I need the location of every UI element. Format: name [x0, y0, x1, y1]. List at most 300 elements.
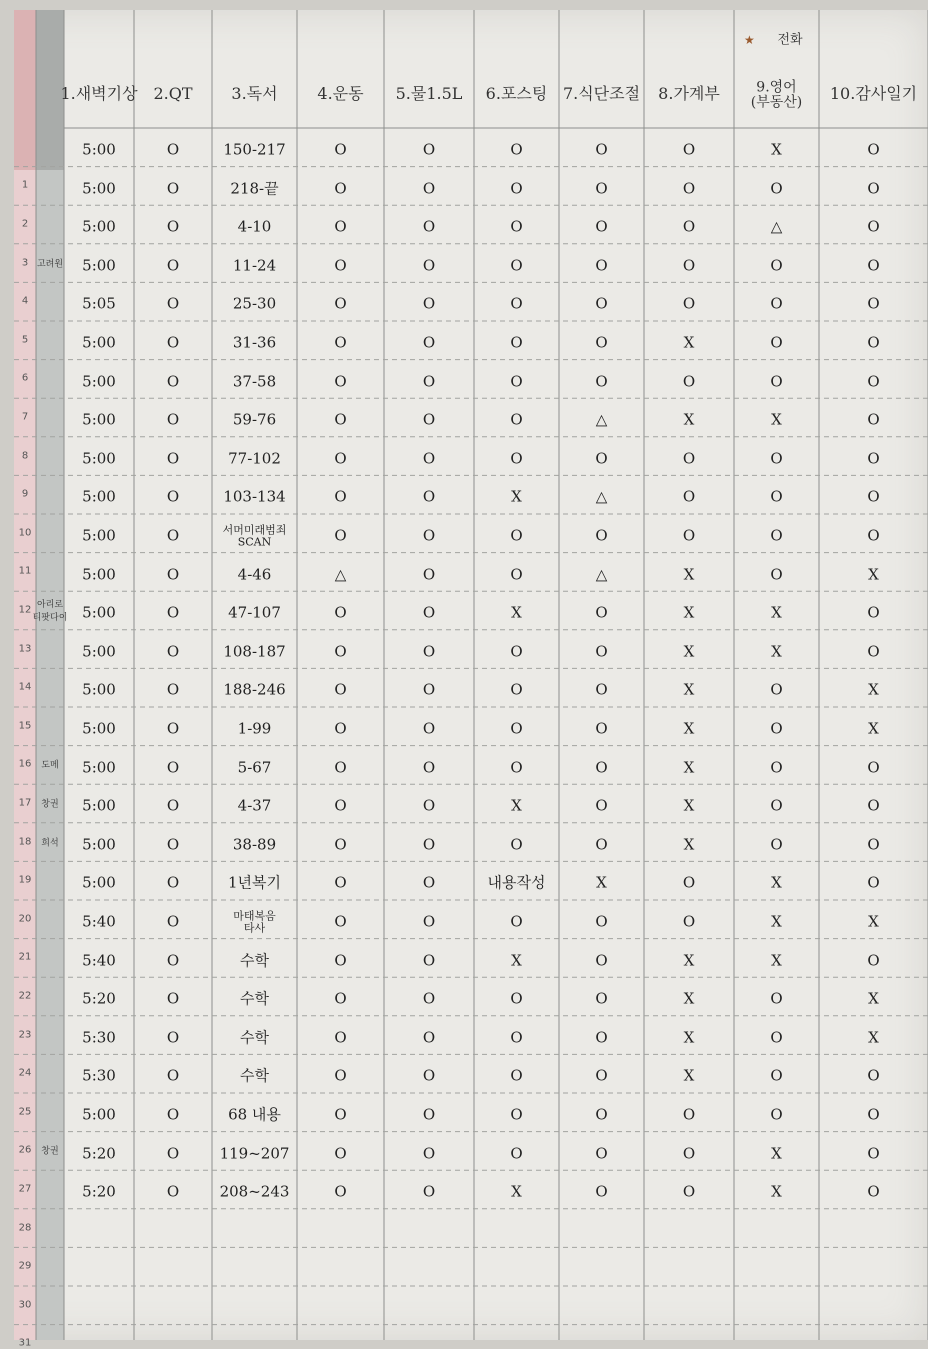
cell-r1-c1: 5:00 — [82, 140, 116, 159]
cell-r8-c2: O — [166, 410, 180, 429]
cell-r9-c2: O — [166, 449, 180, 468]
cell-r20-c9: X — [771, 873, 782, 892]
cell-r13-c10: O — [867, 603, 880, 622]
header-6: 6.포스팅 — [485, 84, 548, 103]
cell-r12-c9: O — [770, 565, 783, 584]
cell-r9-c6: O — [510, 449, 523, 468]
cell-r28-c1: 5:20 — [82, 1182, 116, 1201]
cell-r21-c5: O — [422, 912, 436, 931]
side-note: 창권 — [41, 799, 59, 810]
side-note: 창권 — [41, 1146, 59, 1157]
cell-r27-c4: O — [334, 1144, 347, 1163]
cell-r10-c6: X — [511, 487, 522, 506]
cell-r14-c1: 5:00 — [82, 642, 116, 661]
cell-r17-c6: O — [510, 758, 523, 777]
cell-r12-c5: O — [422, 565, 436, 584]
cell-r2-c10: O — [867, 179, 880, 198]
cell-r23-c8: X — [683, 989, 695, 1008]
cell-r19-c1: 5:00 — [82, 835, 116, 854]
side-note: 아리로 티팟다이 — [32, 599, 68, 623]
cell-r2-c1: 5:00 — [82, 179, 116, 198]
cell-r24-c9: O — [770, 1028, 783, 1047]
cell-r2-c5: O — [422, 179, 436, 198]
cell-r16-c1: 5:00 — [82, 719, 116, 738]
cell-r21-c1: 5:40 — [82, 912, 116, 931]
cell-r2-c9: O — [770, 179, 783, 198]
cell-r11-c6: O — [510, 526, 523, 545]
side-note: 고려원 — [36, 259, 64, 269]
cell-r12-c10: X — [868, 565, 879, 584]
cell-r24-c7: O — [595, 1028, 608, 1047]
cell-r13-c9: X — [771, 603, 782, 622]
cell-r18-c6: X — [511, 796, 522, 815]
cell-r19-c2: O — [166, 835, 180, 854]
cell-r11-c8: O — [682, 526, 696, 545]
cell-r2-c2: O — [166, 179, 180, 198]
cell-r16-c8: X — [683, 719, 695, 738]
cell-r8-c6: O — [510, 410, 523, 429]
header-2: 2.QT — [153, 84, 193, 103]
day-number: 11 — [18, 565, 32, 577]
cell-r17-c10: O — [867, 758, 880, 777]
day-number: 5 — [21, 334, 29, 346]
cell-r10-c3: 103-134 — [223, 487, 286, 506]
cell-r27-c1: 5:20 — [82, 1144, 116, 1163]
cell-r9-c9: O — [770, 449, 783, 468]
cell-r1-c7: O — [595, 140, 608, 159]
cell-r13-c1: 5:00 — [82, 603, 116, 622]
cell-r12-c4: △ — [334, 565, 347, 584]
cell-r22-c2: O — [166, 951, 180, 970]
cell-r6-c8: X — [683, 333, 695, 352]
cell-r21-c2: O — [166, 912, 180, 931]
cell-r3-c1: 5:00 — [82, 217, 116, 236]
cell-r4-c4: O — [334, 256, 347, 275]
cell-r27-c9: X — [771, 1144, 782, 1163]
cell-r18-c5: O — [422, 796, 436, 815]
planner-page — [14, 10, 928, 1349]
cell-r26-c2: O — [166, 1105, 180, 1124]
star-icon: ★ — [744, 33, 755, 47]
cell-r4-c3: 11-24 — [232, 256, 277, 275]
cell-r24-c5: O — [422, 1028, 436, 1047]
cell-r16-c2: O — [166, 719, 180, 738]
header-1: 1.새벽기상 — [60, 84, 138, 103]
cell-r4-c6: O — [510, 256, 523, 275]
cell-r11-c1: 5:00 — [82, 526, 116, 545]
cell-r21-c10: X — [868, 912, 879, 931]
cell-r13-c6: X — [511, 603, 522, 622]
header-10: 10.감사일기 — [829, 84, 918, 103]
habit-grid — [14, 10, 928, 1340]
cell-r14-c9: X — [771, 642, 782, 661]
cell-r12-c3: 4-46 — [237, 565, 272, 584]
cell-r5-c4: O — [334, 294, 347, 313]
day-number: 17 — [18, 797, 32, 809]
cell-r13-c5: O — [422, 603, 436, 622]
cell-r27-c2: O — [166, 1144, 180, 1163]
day-number: 19 — [18, 874, 32, 886]
cell-r25-c7: O — [595, 1066, 608, 1085]
cell-r1-c6: O — [510, 140, 523, 159]
cell-r18-c4: O — [334, 796, 347, 815]
cell-r9-c8: O — [682, 449, 696, 468]
cell-r21-c3: 마태복음 타사 — [233, 909, 276, 934]
day-number: 23 — [18, 1029, 32, 1040]
cell-r13-c4: O — [334, 603, 347, 622]
cell-r21-c7: O — [595, 912, 608, 931]
header-8: 8.가계부 — [658, 84, 720, 103]
cell-r11-c10: O — [867, 526, 880, 545]
cell-r17-c9: O — [770, 758, 783, 777]
day-number: 15 — [18, 720, 32, 732]
cell-r19-c6: O — [510, 835, 523, 854]
cell-r25-c2: O — [166, 1066, 180, 1085]
cell-r27-c5: O — [422, 1144, 436, 1163]
day-number: 4 — [21, 295, 29, 307]
cell-r9-c3: 77-102 — [228, 449, 281, 468]
cell-r12-c8: X — [683, 565, 695, 584]
day-number: 29 — [18, 1260, 32, 1272]
cell-r11-c5: O — [422, 526, 436, 545]
day-number: 18 — [18, 836, 32, 847]
day-number: 30 — [18, 1299, 32, 1311]
cell-r20-c1: 5:00 — [82, 873, 116, 892]
cell-r20-c6: 내용작성 — [487, 873, 546, 892]
cell-r8-c1: 5:00 — [82, 410, 116, 429]
cell-r9-c10: O — [867, 449, 880, 468]
cell-r22-c5: O — [422, 951, 436, 970]
day-number: 3 — [21, 257, 29, 268]
cell-r6-c4: O — [334, 333, 347, 352]
cell-r5-c6: O — [510, 294, 523, 313]
cell-r23-c9: O — [770, 989, 783, 1008]
day-number: 28 — [18, 1222, 32, 1233]
cell-r26-c1: 5:00 — [82, 1105, 116, 1124]
cell-r12-c1: 5:00 — [82, 565, 116, 584]
cell-r5-c3: 25-30 — [232, 294, 277, 313]
cell-r4-c7: O — [595, 256, 608, 275]
cell-r6-c5: O — [422, 333, 436, 352]
cell-r25-c10: O — [867, 1066, 880, 1085]
cell-r28-c8: O — [682, 1182, 696, 1201]
cell-r19-c4: O — [334, 835, 347, 854]
cell-r14-c8: X — [683, 642, 695, 661]
cell-r22-c9: X — [771, 951, 782, 970]
cell-r4-c8: O — [682, 256, 696, 275]
cell-r24-c10: X — [868, 1028, 879, 1047]
cell-r16-c3: 1-99 — [237, 719, 272, 738]
day-number: 2 — [21, 218, 29, 230]
cell-r7-c8: O — [682, 372, 696, 391]
cell-r3-c5: O — [422, 217, 436, 236]
cell-r27-c10: O — [867, 1144, 880, 1163]
cell-r20-c4: O — [334, 873, 347, 892]
cell-r3-c6: O — [510, 217, 523, 236]
day-number: 1 — [21, 179, 29, 191]
cell-r15-c3: 188-246 — [223, 680, 286, 699]
cell-r10-c4: O — [334, 487, 347, 506]
cell-r23-c5: O — [422, 989, 436, 1008]
cell-r26-c10: O — [867, 1105, 880, 1124]
day-number: 27 — [18, 1183, 32, 1195]
header-7: 7.식단조절 — [562, 84, 641, 103]
cell-r19-c7: O — [595, 835, 608, 854]
cell-r13-c7: O — [595, 603, 608, 622]
cell-r14-c3: 108-187 — [223, 642, 286, 661]
cell-r15-c4: O — [334, 680, 347, 699]
cell-r26-c8: O — [682, 1105, 696, 1124]
cell-r28-c3: 208~243 — [219, 1182, 290, 1201]
cell-r3-c4: O — [334, 217, 347, 236]
cell-r26-c7: O — [595, 1105, 608, 1124]
cell-r27-c6: O — [510, 1144, 523, 1163]
cell-r3-c3: 4-10 — [237, 217, 272, 236]
cell-r19-c9: O — [770, 835, 783, 854]
cell-r22-c6: X — [511, 951, 522, 970]
cell-r24-c6: O — [510, 1028, 523, 1047]
cell-r9-c5: O — [422, 449, 436, 468]
cell-r3-c8: O — [682, 217, 696, 236]
cell-r23-c3: 수학 — [240, 989, 269, 1008]
cell-r13-c3: 47-107 — [228, 603, 281, 622]
cell-r19-c5: O — [422, 835, 436, 854]
cell-r16-c6: O — [510, 719, 523, 738]
cell-r18-c10: O — [867, 796, 880, 815]
day-number: 25 — [18, 1106, 32, 1118]
cell-r16-c9: O — [770, 719, 783, 738]
cell-r25-c8: X — [683, 1066, 695, 1085]
header-extra-note: 전화 — [777, 32, 803, 48]
cell-r5-c9: O — [770, 294, 783, 313]
cell-r23-c1: 5:20 — [82, 989, 116, 1008]
day-number: 20 — [18, 913, 32, 925]
cell-r28-c5: O — [422, 1182, 436, 1201]
cell-r26-c6: O — [510, 1105, 523, 1124]
cell-r8-c8: X — [683, 410, 695, 429]
cell-r15-c7: O — [595, 680, 608, 699]
cell-r7-c7: O — [595, 372, 608, 391]
cell-r25-c9: O — [770, 1066, 783, 1085]
cell-r2-c3: 218-끝 — [230, 179, 279, 198]
cell-r7-c4: O — [334, 372, 347, 391]
cell-r7-c2: O — [166, 372, 180, 391]
cell-r17-c5: O — [422, 758, 436, 777]
cell-r8-c3: 59-76 — [232, 410, 277, 429]
cell-r28-c2: O — [166, 1182, 180, 1201]
cell-r8-c7: △ — [595, 410, 608, 429]
cell-r6-c2: O — [166, 333, 180, 352]
cell-r24-c3: 수학 — [240, 1028, 269, 1047]
cell-r12-c7: △ — [595, 565, 608, 584]
cell-r25-c4: O — [334, 1066, 347, 1085]
cell-r2-c8: O — [682, 179, 696, 198]
cell-r24-c2: O — [166, 1028, 180, 1047]
cell-r13-c2: O — [166, 603, 180, 622]
side-note: 도메 — [41, 760, 59, 771]
cell-r23-c4: O — [334, 989, 347, 1008]
cell-r23-c2: O — [166, 989, 180, 1008]
cell-r14-c5: O — [422, 642, 436, 661]
cell-r23-c10: X — [868, 989, 879, 1008]
cell-r2-c6: O — [510, 179, 523, 198]
cell-r23-c7: O — [595, 989, 608, 1008]
cell-r23-c6: O — [510, 989, 523, 1008]
cell-r10-c5: O — [422, 487, 436, 506]
cell-r17-c7: O — [595, 758, 608, 777]
cell-r1-c5: O — [422, 140, 436, 159]
cell-r26-c5: O — [422, 1105, 436, 1124]
cell-r26-c4: O — [334, 1105, 347, 1124]
cell-r24-c4: O — [334, 1028, 347, 1047]
cell-r10-c10: O — [867, 487, 880, 506]
cell-r11-c3: 서머미래범죄 SCAN — [222, 523, 287, 548]
cell-r18-c2: O — [166, 796, 180, 815]
cell-r25-c5: O — [422, 1066, 436, 1085]
cell-r9-c7: O — [595, 449, 608, 468]
cell-r21-c4: O — [334, 912, 347, 931]
day-number: 21 — [18, 951, 32, 963]
cell-r15-c9: O — [770, 680, 783, 699]
cell-r5-c10: O — [867, 294, 880, 313]
cell-r4-c10: O — [867, 256, 880, 275]
cell-r20-c2: O — [166, 873, 180, 892]
cell-r12-c6: O — [510, 565, 523, 584]
cell-r14-c6: O — [510, 642, 523, 661]
cell-r15-c6: O — [510, 680, 523, 699]
cell-r17-c8: X — [683, 758, 695, 777]
cell-r21-c9: X — [771, 912, 782, 931]
cell-r17-c3: 5-67 — [237, 758, 272, 777]
cell-r3-c2: O — [166, 217, 180, 236]
cell-r16-c4: O — [334, 719, 347, 738]
cell-r16-c7: O — [595, 719, 608, 738]
cell-r6-c3: 31-36 — [232, 333, 277, 352]
cell-r16-c5: O — [422, 719, 436, 738]
cell-r28-c4: O — [334, 1182, 347, 1201]
cell-r18-c7: O — [595, 796, 608, 815]
cell-r11-c2: O — [166, 526, 180, 545]
cell-r22-c3: 수학 — [240, 951, 269, 970]
cell-r22-c1: 5:40 — [82, 951, 116, 970]
cell-r5-c7: O — [595, 294, 608, 313]
cell-r2-c4: O — [334, 179, 347, 198]
cell-r28-c10: O — [867, 1182, 880, 1201]
cell-r18-c3: 4-37 — [237, 796, 272, 815]
cell-r10-c9: O — [770, 487, 783, 506]
cell-r14-c2: O — [166, 642, 180, 661]
cell-r2-c7: O — [595, 179, 608, 198]
header-4: 4.운동 — [317, 84, 364, 103]
cell-r18-c8: X — [683, 796, 695, 815]
day-number: 12 — [18, 604, 32, 616]
cell-r4-c1: 5:00 — [82, 256, 116, 275]
day-number: 9 — [21, 488, 29, 500]
cell-r1-c3: 150-217 — [223, 140, 286, 159]
day-number: 24 — [18, 1067, 32, 1079]
cell-r3-c10: O — [867, 217, 880, 236]
cell-r26-c9: O — [770, 1105, 783, 1124]
cell-r19-c10: O — [867, 835, 880, 854]
cell-r3-c9: △ — [770, 217, 783, 236]
cell-r1-c9: X — [771, 140, 782, 159]
cell-r1-c4: O — [334, 140, 347, 159]
cell-r9-c1: 5:00 — [82, 449, 116, 468]
cell-r18-c1: 5:00 — [82, 796, 116, 815]
cell-r6-c6: O — [510, 333, 523, 352]
cell-r6-c9: O — [770, 333, 783, 352]
day-number: 16 — [18, 758, 32, 770]
header-5: 5.물1.5L — [395, 84, 463, 103]
cell-r15-c5: O — [422, 680, 436, 699]
cell-r11-c9: O — [770, 526, 783, 545]
cell-r17-c4: O — [334, 758, 347, 777]
cell-r1-c8: O — [682, 140, 696, 159]
cell-r10-c2: O — [166, 487, 180, 506]
day-number: 6 — [21, 372, 29, 384]
cell-r26-c3: 68 내용 — [228, 1105, 281, 1124]
cell-r17-c2: O — [166, 758, 180, 777]
cell-r15-c8: X — [683, 680, 695, 699]
cell-r15-c1: 5:00 — [82, 680, 116, 699]
cell-r14-c10: O — [867, 642, 880, 661]
cell-r24-c8: X — [683, 1028, 695, 1047]
cell-r28-c7: O — [595, 1182, 608, 1201]
cell-r6-c1: 5:00 — [82, 333, 116, 352]
day-number: 26 — [18, 1144, 32, 1156]
cell-r27-c3: 119~207 — [219, 1144, 290, 1163]
cell-r20-c8: O — [682, 873, 696, 892]
cell-r8-c10: O — [867, 410, 880, 429]
cell-r7-c1: 5:00 — [82, 372, 116, 391]
cell-r18-c9: O — [770, 796, 783, 815]
side-note: 희석 — [41, 838, 59, 848]
cell-r7-c6: O — [510, 372, 523, 391]
day-number: 13 — [18, 643, 32, 654]
cell-r15-c10: X — [868, 680, 879, 699]
cell-r5-c8: O — [682, 294, 696, 313]
cell-r10-c8: O — [682, 487, 696, 506]
cell-r10-c1: 5:00 — [82, 487, 116, 506]
cell-r13-c8: X — [683, 603, 695, 622]
day-number: 7 — [21, 411, 29, 423]
header-3: 3.독서 — [231, 84, 278, 103]
cell-r8-c5: O — [422, 410, 436, 429]
cell-r28-c6: X — [511, 1182, 522, 1201]
cell-r5-c1: 5:05 — [82, 294, 116, 313]
cell-r7-c3: 37-58 — [232, 372, 277, 391]
cell-r14-c7: O — [595, 642, 608, 661]
cell-r14-c4: O — [334, 642, 347, 661]
cell-r4-c9: O — [770, 256, 783, 275]
cell-r21-c8: O — [682, 912, 696, 931]
cell-r7-c5: O — [422, 372, 436, 391]
cell-r8-c9: X — [771, 410, 782, 429]
cell-r28-c9: X — [771, 1182, 782, 1201]
cell-r20-c5: O — [422, 873, 436, 892]
cell-r11-c4: O — [334, 526, 347, 545]
cell-r21-c6: O — [510, 912, 523, 931]
cell-r22-c7: O — [595, 951, 608, 970]
cell-r16-c10: X — [868, 719, 879, 738]
cell-r12-c2: O — [166, 565, 180, 584]
header-9: 9.영어 (부동산) — [750, 79, 803, 111]
cell-r6-c7: O — [595, 333, 608, 352]
cell-r6-c10: O — [867, 333, 880, 352]
cell-r8-c4: O — [334, 410, 347, 429]
cell-r17-c1: 5:00 — [82, 758, 116, 777]
cell-r27-c8: O — [682, 1144, 696, 1163]
